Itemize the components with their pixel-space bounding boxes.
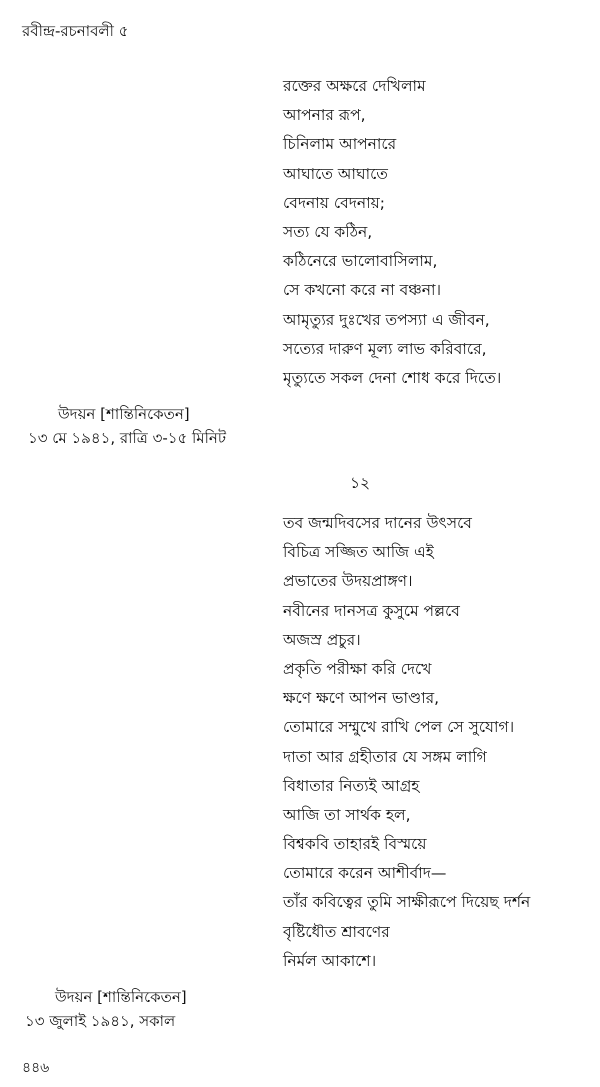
colophon-place: উদয়ন [শান্তিনিকেতন] bbox=[58, 405, 190, 423]
colophon-place: উদয়ন [শান্তিনিকেতন] bbox=[55, 988, 187, 1006]
poem-line: চিনিলাম আপনারে bbox=[283, 135, 397, 154]
poem-line: মৃত্যুতে সকল দেনা শোধ করে দিতে। bbox=[283, 368, 502, 387]
poem-line: তোমারে সম্মুখে রাখি পেল সে সুযোগ। bbox=[283, 718, 515, 737]
section-number: ১২ bbox=[350, 474, 371, 492]
poem-line: কঠিনেরে ভালোবাসিলাম, bbox=[283, 252, 438, 271]
poem-line: সে কখনো করে না বঞ্চনা। bbox=[283, 281, 442, 300]
poem-line: বিচিত্র সজ্জিত আজি এই bbox=[283, 543, 434, 562]
poem-line: নির্মল আকাশে। bbox=[283, 951, 377, 970]
poem-line: অজস্র প্রচুর। bbox=[283, 630, 361, 649]
poem-line: প্রভাতের উদয়প্রাঙ্গণ। bbox=[283, 572, 413, 591]
poem-line: তাঁর কবিত্বের তুমি সাক্ষীরূপে দিয়েছ দর্শন bbox=[283, 893, 531, 912]
colophon bbox=[25, 985, 187, 1033]
poem-line: সত্য যে কঠিন, bbox=[283, 222, 373, 241]
poem-line: নবীনের দানসত্র কুসুমে পল্লবে bbox=[283, 601, 460, 620]
poem-line: সত্যের দারুণ মূল্য লাভ করিবারে, bbox=[283, 339, 487, 358]
colophon-date: ১৩ জুলাই ১৯৪১, সকাল bbox=[25, 1012, 176, 1030]
poem-stanza bbox=[283, 509, 583, 976]
poem-stanza bbox=[283, 72, 583, 393]
colophon bbox=[28, 402, 226, 450]
poem-line: বিধাতার নিত্যই আগ্রহ bbox=[283, 776, 420, 795]
poem-line: দাতা আর গ্রহীতার যে সঙ্গম লাগি bbox=[283, 747, 487, 766]
poem-line: বিশ্বকবি তাহারই বিস্ময়ে bbox=[283, 835, 427, 854]
poem-line: প্রকৃতি পরীক্ষা করি দেখে bbox=[283, 659, 432, 678]
running-header: রবীন্দ্র-রচনাবলী ৫ bbox=[22, 22, 129, 40]
poem-line: রক্তের অক্ষরে দেখিলাম bbox=[283, 77, 426, 95]
page-number: ৪৪৬ bbox=[22, 1060, 50, 1076]
colophon-date: ১৩ মে ১৯৪১, রাত্রি ৩-১৫ মিনিট bbox=[28, 429, 227, 447]
poem-line: তব জন্মদিবসের দানের উৎসবে bbox=[283, 514, 472, 532]
poem-line: বেদনায় বেদনায়; bbox=[283, 193, 386, 212]
poem-line: ক্ষণে ক্ষণে আপন ভাণ্ডার, bbox=[283, 689, 440, 708]
poem-line: তোমারে করেন আশীর্বাদ— bbox=[283, 864, 447, 883]
poem-line: আঘাতে আঘাতে bbox=[283, 164, 388, 183]
poem-line: আজি তা সার্থক হল, bbox=[283, 805, 411, 824]
poem-line: বৃষ্টিধৌত শ্রাবণের bbox=[283, 922, 390, 941]
poem-line: আপনার রূপ, bbox=[283, 106, 366, 125]
poem-line: আমৃত্যুর দুঃখের তপস্যা এ জীবন, bbox=[283, 310, 490, 329]
